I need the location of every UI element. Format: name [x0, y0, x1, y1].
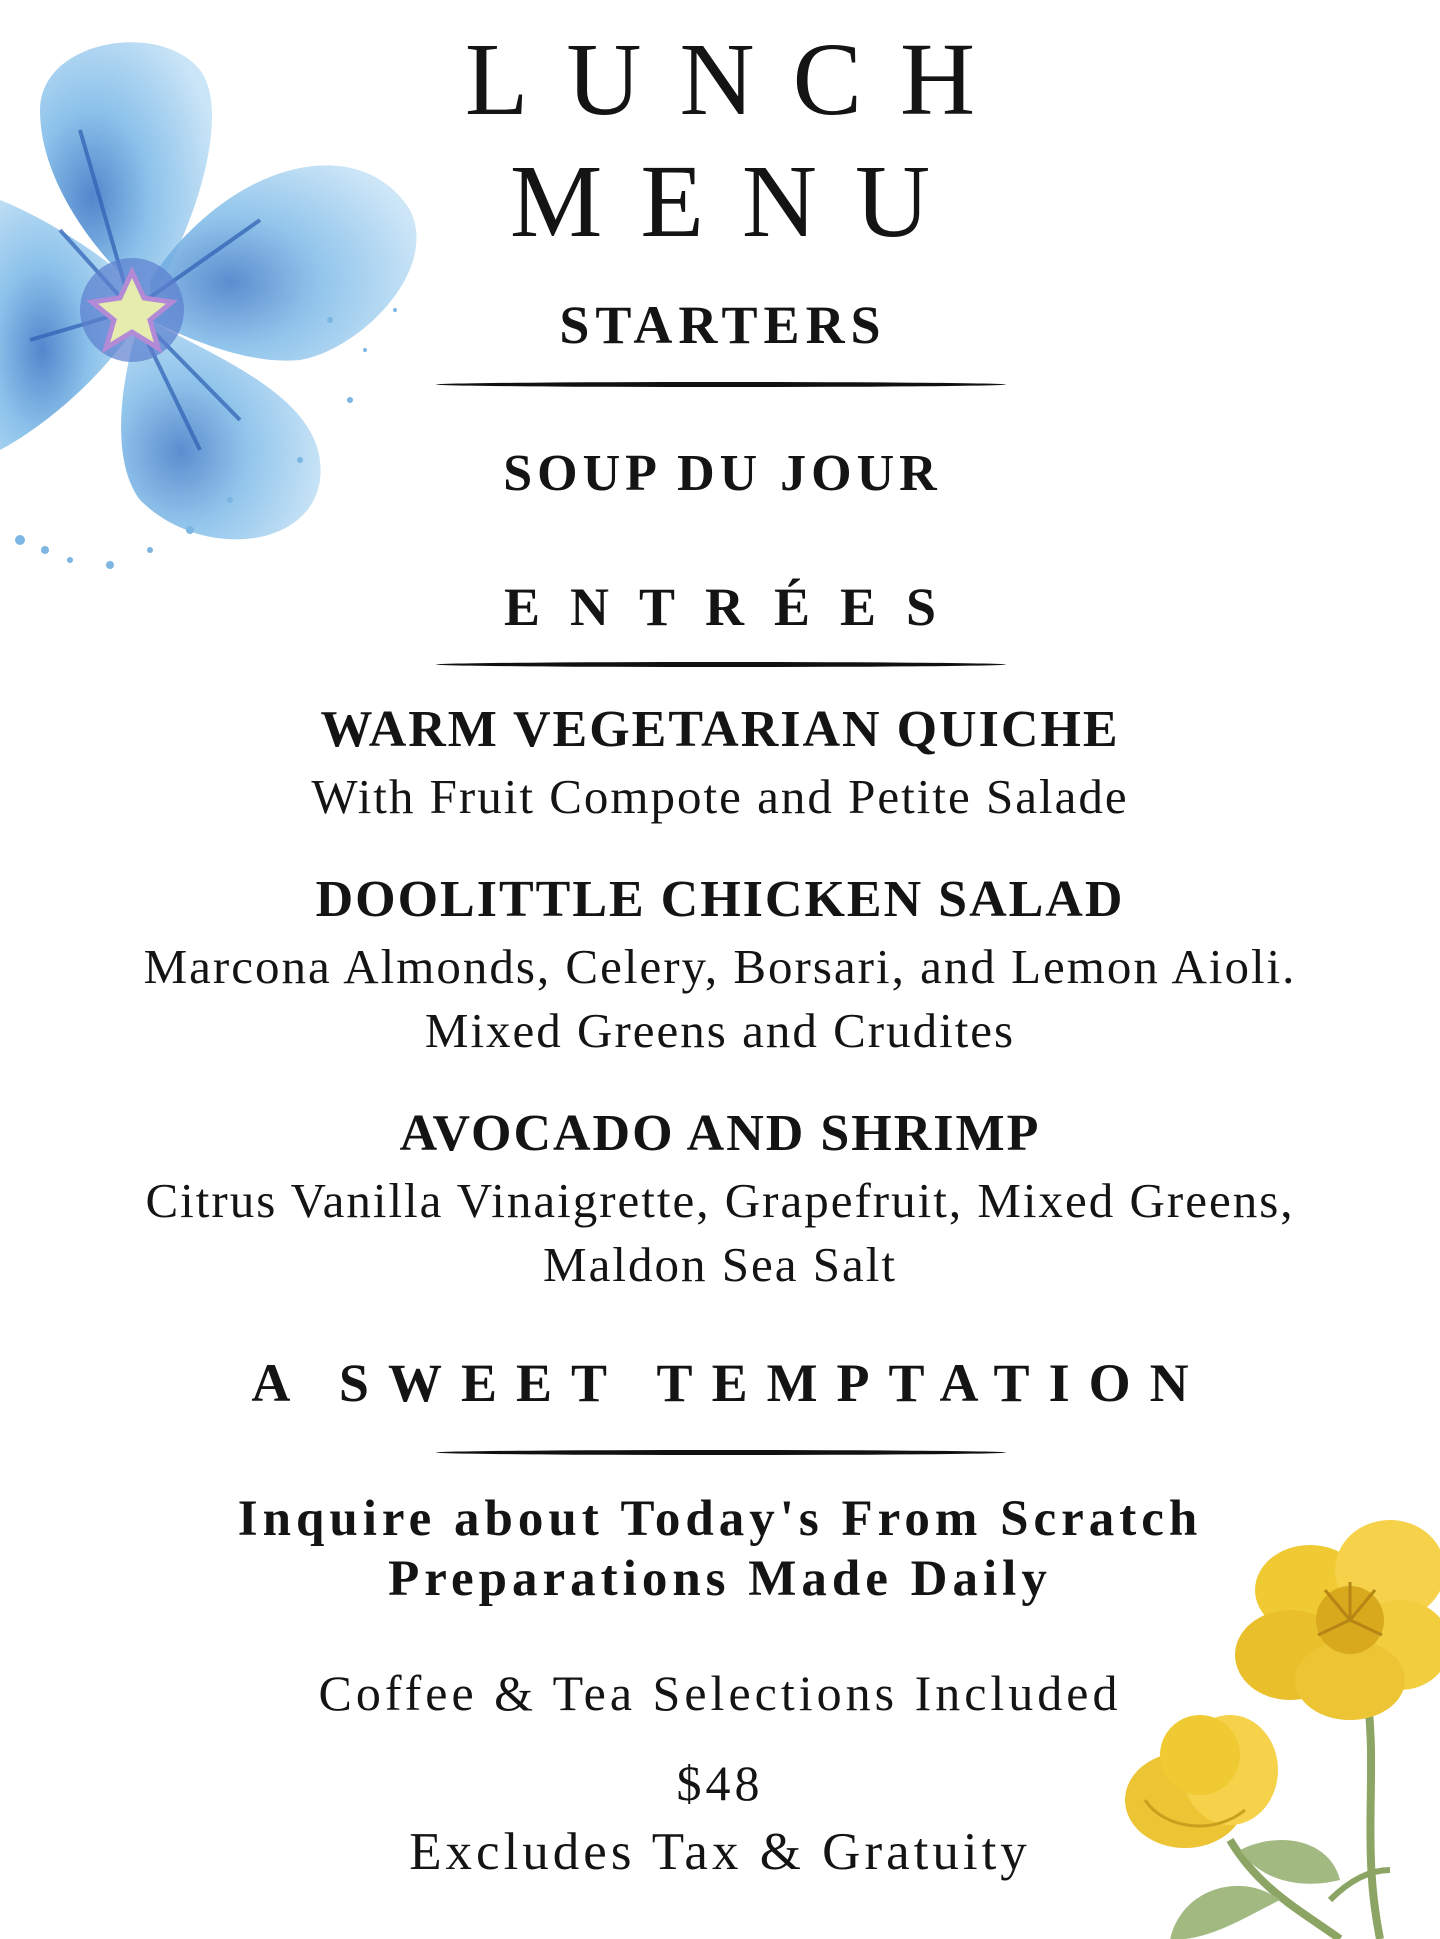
entree-item-avocado-shrimp-description-line2: Maldon Sea Salt	[543, 1237, 897, 1292]
menu-title-line1: LUNCH	[464, 22, 1014, 137]
beverages-note: Coffee & Tea Selections Included	[318, 1665, 1122, 1721]
entree-item-chicken-salad-name: DOOLITTLE CHICKEN SALAD	[315, 871, 1125, 928]
entrees-divider	[436, 662, 1006, 667]
dessert-heading: A SWEET TEMPTATION	[251, 1353, 1208, 1413]
dessert-note-line1: Inquire about Today's From Scratch	[237, 1491, 1203, 1547]
starter-item-soup: SOUP DU JOUR	[503, 445, 942, 502]
price-note: Excludes Tax & Gratuity	[409, 1823, 1031, 1881]
dessert-divider	[436, 1450, 1006, 1455]
menu-title-line2: MENU	[509, 144, 969, 259]
starters-heading: STARTERS	[559, 295, 887, 355]
entree-item-chicken-salad-description-line1: Marcona Almonds, Celery, Borsari, and Lemon Aioli.	[143, 939, 1297, 994]
entree-item-avocado-shrimp-description-line1: Citrus Vanilla Vinaigrette, Grapefruit, Mixed Greens,	[145, 1173, 1295, 1228]
starters-divider	[436, 382, 1006, 387]
entree-item-chicken-salad-description-line2: Mixed Greens and Crudites	[424, 1003, 1016, 1058]
entree-item-quiche-name: WARM VEGETARIAN QUICHE	[320, 701, 1120, 758]
entree-item-quiche-description: With Fruit Compote and Petite Salade	[311, 769, 1129, 824]
entrees-heading: ENTRÉES	[503, 577, 967, 637]
entree-item-avocado-shrimp-name: AVOCADO AND SHRIMP	[399, 1105, 1041, 1162]
menu-price: $48	[676, 1755, 764, 1811]
dessert-note-line2: Preparations Made Daily	[388, 1551, 1052, 1607]
